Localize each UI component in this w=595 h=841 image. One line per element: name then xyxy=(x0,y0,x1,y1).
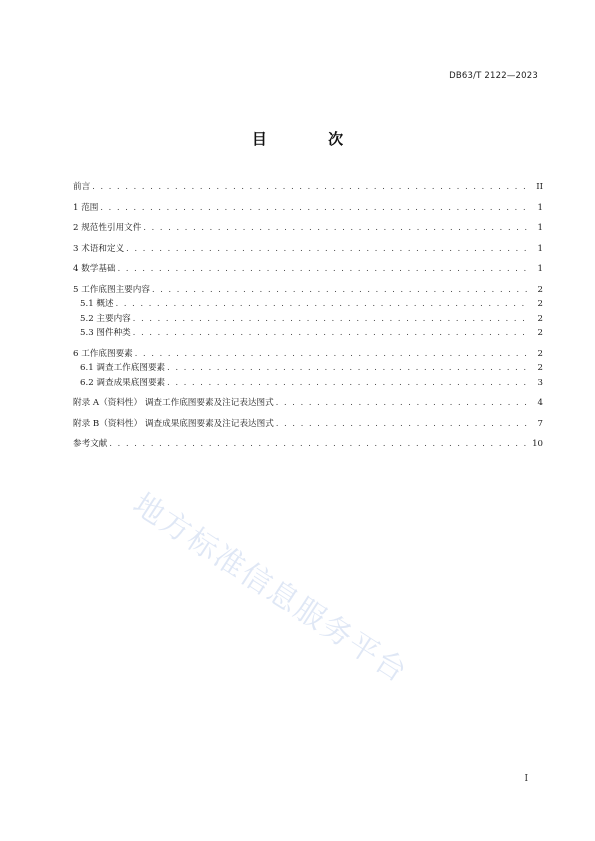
toc-entry-label: 5.1 概述 xyxy=(80,299,114,309)
toc-entry[interactable] xyxy=(73,201,543,216)
toc-entry-page: II xyxy=(536,182,543,192)
toc-leader-dots xyxy=(92,180,529,195)
toc-entry-page: 2 xyxy=(537,348,543,359)
toc-entry[interactable] xyxy=(73,376,543,391)
toc-entry-page: 4 xyxy=(537,398,543,408)
toc-entry-page: 1 xyxy=(537,202,543,213)
toc-entry-page: 10 xyxy=(532,439,543,449)
toc-entry-label: 3 术语和定义 xyxy=(73,243,125,254)
toc-entry[interactable] xyxy=(73,262,543,277)
toc-entry-page: 1 xyxy=(537,264,543,274)
toc-entry[interactable] xyxy=(73,242,543,257)
toc-entry-page: 3 xyxy=(537,377,543,388)
toc-entry-label: 6.2 调查成果底图要素 xyxy=(80,377,166,388)
toc-entry[interactable] xyxy=(73,297,543,312)
toc-leader-dots xyxy=(116,297,529,312)
document-code: DB63/T 2122—2023 xyxy=(449,71,538,81)
toc-leader-dots xyxy=(167,361,529,376)
toc-entry-page: 1 xyxy=(537,243,543,254)
toc-entry-page: 2 xyxy=(537,313,543,324)
toc-leader-dots xyxy=(100,201,529,216)
toc-entry-page: 2 xyxy=(537,363,543,373)
toc-leader-dots xyxy=(167,376,529,391)
toc-entry-label: 附录 B（资料性） 调查成果底图要素及注记表达图式 xyxy=(73,418,274,429)
toc-entry-label: 4 数学基础 xyxy=(73,264,116,274)
toc-entry-label: 前言 xyxy=(73,182,91,192)
watermark-text: 地方标准信息服务平台 xyxy=(126,486,415,691)
toc-entry[interactable] xyxy=(73,417,543,432)
toc-leader-dots xyxy=(135,347,529,362)
toc-entry[interactable] xyxy=(73,283,543,298)
toc-leader-dots xyxy=(152,283,529,298)
toc-entry-label: 5 工作底图主要内容 xyxy=(73,284,150,295)
toc-leader-dots xyxy=(276,396,529,411)
toc-leader-dots xyxy=(276,417,529,432)
toc-entry-page: 1 xyxy=(537,223,543,233)
toc-leader-dots xyxy=(133,326,529,341)
page-number: I xyxy=(524,774,528,784)
toc-entry[interactable] xyxy=(73,347,543,362)
toc-entry[interactable] xyxy=(73,361,543,376)
toc-entry-label: 2 规范性引用文件 xyxy=(73,223,142,233)
toc-entry[interactable] xyxy=(73,437,543,452)
toc-entry[interactable] xyxy=(73,396,543,411)
toc-entry-label: 参考文献 xyxy=(73,439,108,449)
page-title: 目 次 xyxy=(251,130,372,148)
toc-entry[interactable] xyxy=(73,180,543,195)
toc-entry-page: 2 xyxy=(537,299,543,309)
toc-entry[interactable] xyxy=(73,221,543,236)
toc-entry-label: 6.1 调查工作底图要素 xyxy=(80,363,166,373)
toc-entry-label: 附录 A（资料性） 调查工作底图要素及注记表达图式 xyxy=(73,398,274,408)
toc-entry-label: 1 范围 xyxy=(73,202,99,213)
toc-entry-label: 5.3 图件种类 xyxy=(80,328,131,338)
table-of-contents xyxy=(73,180,543,452)
toc-entry-page: 2 xyxy=(537,284,543,295)
toc-entry[interactable] xyxy=(73,326,543,341)
toc-entry[interactable] xyxy=(73,312,543,327)
toc-leader-dots xyxy=(118,262,529,277)
toc-leader-dots xyxy=(133,312,529,327)
toc-leader-dots xyxy=(109,437,529,452)
toc-leader-dots xyxy=(126,242,529,257)
toc-entry-page: 7 xyxy=(537,418,543,429)
toc-entry-label: 6 工作底图要素 xyxy=(73,348,133,359)
toc-entry-page: 2 xyxy=(537,328,543,338)
toc-leader-dots xyxy=(143,221,529,236)
toc-entry-label: 5.2 主要内容 xyxy=(80,313,131,324)
